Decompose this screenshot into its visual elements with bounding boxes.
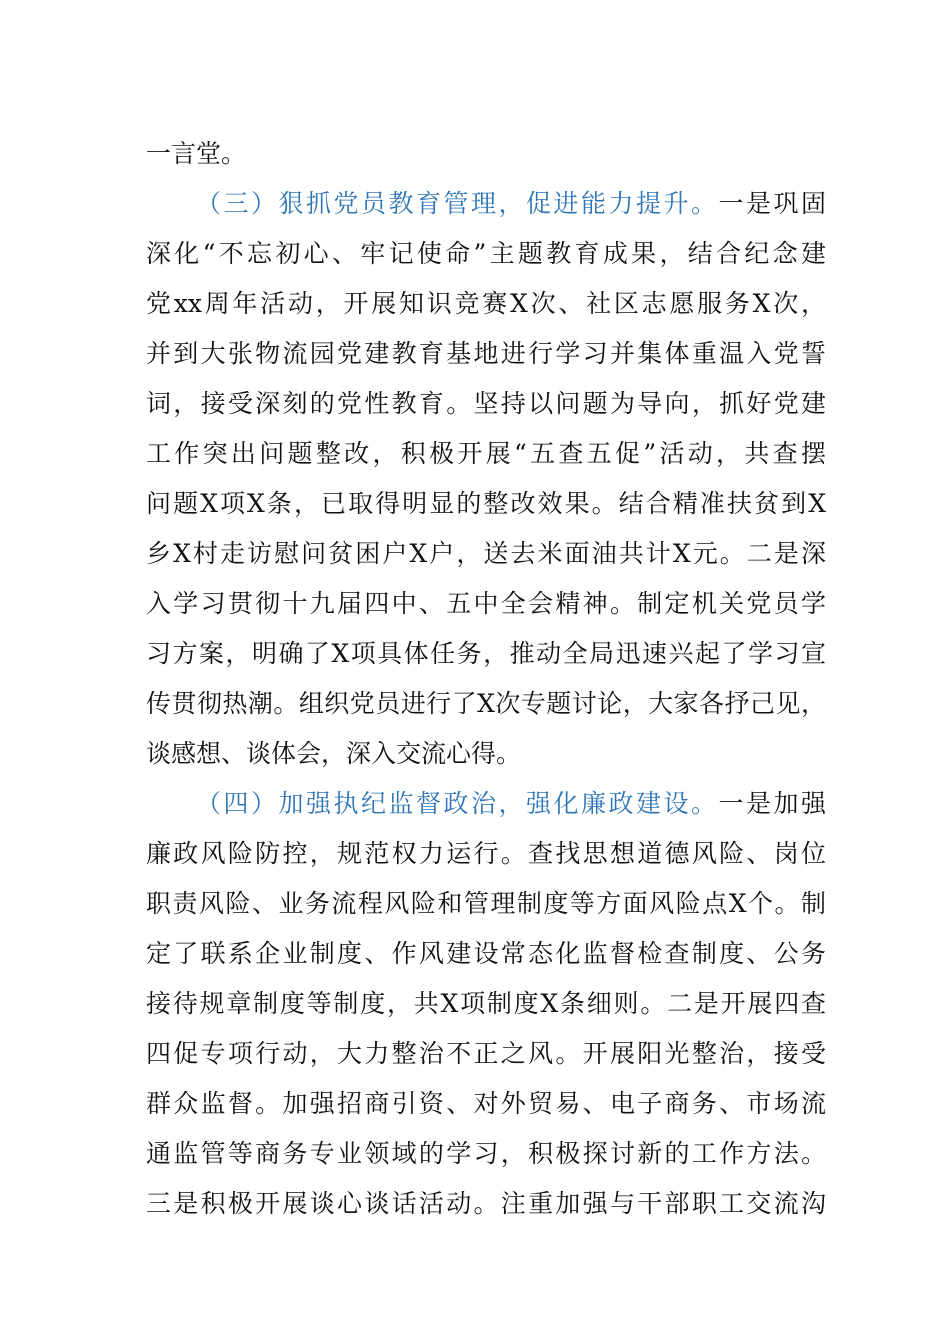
section-3-line: 工作突出问题整改，积极开展“五查五促”活动，共查摆 — [146, 439, 826, 468]
section-4-line: 廉政风险防控，规范权力运行。查找思想道德风险、岗位 — [146, 839, 826, 868]
section-3-line: 入学习贯彻十九届四中、五中全会精神。制定机关党员学 — [146, 589, 826, 618]
section-4-line: 定了联系企业制度、作风建设常态化监督检查制度、公务 — [146, 939, 826, 968]
section-4-first-line-rest: 一是加强 — [718, 789, 826, 818]
section-4-line: 群众监督。加强招商引资、对外贸易、电子商务、市场流 — [146, 1089, 826, 1118]
section-4-line: 三是积极开展谈心谈话活动。注重加强与干部职工交流沟 — [146, 1189, 826, 1218]
section-3-line: 传贯彻热潮。组织党员进行了X次专题讨论，大家各抒己见， — [146, 689, 826, 718]
section-4-line: 接待规章制度等制度，共X项制度X条细则。二是开展四查 — [146, 989, 826, 1018]
section-3-line: 乡X村走访慰问贫困户X户，送去米面油共计X元。二是深 — [146, 539, 826, 568]
section-3-line: 深化“不忘初心、牢记使命”主题教育成果，结合纪念建 — [146, 239, 826, 268]
section-4-heading: （四）加强执纪监督政治，强化廉政建设。 — [196, 789, 719, 818]
section-3-line: 并到大张物流园党建教育基地进行学习并集体重温入党誓 — [146, 339, 826, 368]
section-3-line: 谈感想、谈体会，深入交流心得。 — [146, 739, 522, 768]
section-3-first-line-rest: 一是巩固 — [718, 189, 826, 218]
section-4-line: 职责风险、业务流程风险和管理制度等方面风险点X个。制 — [146, 889, 826, 918]
carryover-line: 一言堂。 — [146, 139, 247, 168]
section-3-first-line — [196, 186, 826, 222]
section-3-line: 习方案，明确了X项具体任务，推动全局迅速兴起了学习宣 — [146, 639, 826, 668]
section-4-first-line — [196, 786, 826, 822]
section-3-heading: （三）狠抓党员教育管理，促进能力提升。 — [196, 189, 719, 218]
section-3-line: 词，接受深刻的党性教育。坚持以问题为导向，抓好党建 — [146, 389, 826, 418]
section-4-line: 四促专项行动，大力整治不正之风。开展阳光整治，接受 — [146, 1039, 826, 1068]
section-3-line: 党xx周年活动，开展知识竞赛X次、社区志愿服务X次， — [146, 289, 826, 318]
section-4-line: 通监管等商务专业领域的学习，积极探讨新的工作方法。 — [146, 1139, 826, 1168]
section-3-line: 问题X项X条，已取得明显的整改效果。结合精准扶贫到X — [146, 489, 826, 518]
